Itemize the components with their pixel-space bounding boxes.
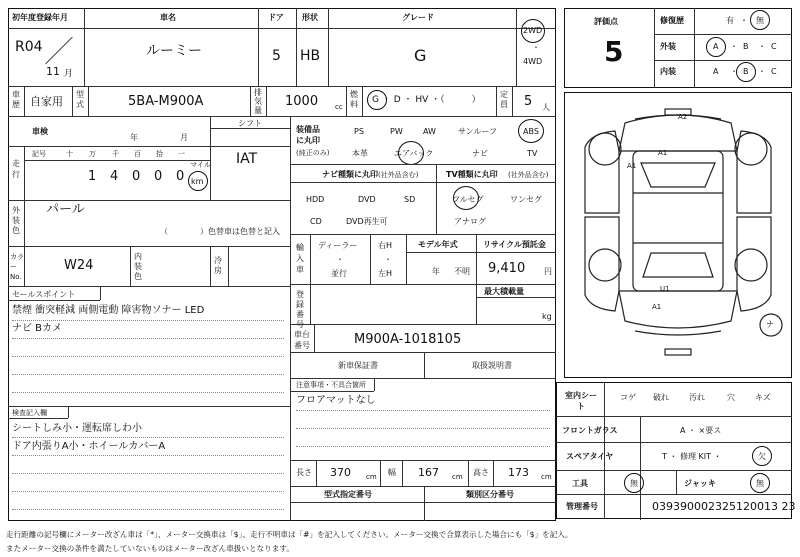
exterior-dot2: ・: [758, 42, 766, 51]
color-no-value: W24: [64, 258, 94, 273]
sales-label: セールスポイント: [12, 290, 76, 299]
usage-value: 自家用: [30, 95, 63, 108]
mileage-digit: 4: [110, 169, 119, 184]
length-label: 長さ: [296, 468, 312, 477]
inspect-line1: シートしみ小・運転席しわ小: [12, 423, 142, 434]
equip-aw: AW: [423, 127, 436, 136]
repair-dot: ・: [740, 16, 748, 25]
fuel-options: G ・ D ・ HV ・（ ）: [372, 95, 481, 105]
color-value: パール: [46, 202, 85, 217]
doors-value: 5: [272, 48, 281, 64]
sales-line2: ナビ Bカメ: [12, 323, 63, 334]
door-label: ドア: [268, 13, 284, 22]
repair-yes: 有: [726, 16, 734, 25]
exterior-dot1: ・: [730, 42, 738, 51]
navi-dvd-play: DVD再生可: [346, 217, 388, 226]
mileage-unit-label: マイル: [190, 161, 211, 169]
max-load-unit: kg: [542, 312, 552, 321]
import-parallel: 並行: [331, 269, 347, 278]
inspect-label: 検査記入欄: [12, 409, 47, 417]
interior-dot2: ・: [758, 67, 766, 76]
navi-sub: (社外品含む): [378, 171, 419, 179]
equip-pw: PW: [390, 127, 403, 136]
width-label: 幅: [388, 468, 396, 477]
tv-oneseg: ワンセグ: [510, 195, 542, 204]
grade-label: グレード: [402, 13, 434, 22]
model-year-unknown: 不明: [454, 267, 470, 276]
mileage-unit: km: [191, 177, 204, 186]
navi-sd: SD: [404, 195, 416, 204]
mark-a1-bottom: A1: [652, 303, 662, 311]
notes-label: 注意事項・不具合箇所: [296, 381, 366, 389]
warranty-manual: 取扱説明書: [472, 361, 512, 370]
equip-leather: 本革: [352, 149, 368, 158]
type-class-label: 類別区分番号: [466, 490, 514, 499]
tools-label: 工具: [572, 479, 588, 488]
rating-label: 評価点: [594, 17, 618, 26]
car-diagram-drawing: [565, 93, 791, 377]
recycle-unit: 円: [544, 267, 552, 276]
import-dot: ・: [336, 255, 344, 264]
mileage-col-1: 十: [66, 150, 73, 158]
mileage-col-2: 万: [89, 150, 96, 158]
footer-line2: またメーター交換の条件を満たしていないものはメーター改ざん車扱いとなります。: [6, 544, 294, 553]
repair-label: 修復歴: [660, 16, 684, 25]
model-year-label: モデル年式: [418, 240, 458, 249]
seat-hole: 穴: [727, 393, 735, 402]
drive-2wd: 2WD: [523, 26, 543, 35]
mark-u1: U1: [660, 285, 670, 293]
jack-label: ジャッキ: [684, 479, 716, 488]
shaken-year: 年: [130, 133, 138, 142]
tv-label: TV種類に丸印: [446, 170, 498, 179]
interior-b: B: [743, 67, 749, 76]
navi-dvd: DVD: [358, 195, 376, 204]
width-unit: cm: [452, 473, 463, 481]
equip-navi: ナビ: [472, 149, 488, 158]
mileage-digit: 0: [132, 169, 141, 184]
interior-rating-label: 内装: [660, 67, 676, 76]
interior-color-label: 内装色: [134, 252, 142, 281]
exterior-label: 外装: [660, 42, 676, 51]
equip-tv: TV: [527, 149, 538, 158]
footer-line1: 走行距離の記号欄にメーター改ざん車は「*」、メーター交換車は「$」、走行不明車は「#」を記入してください。メーター交換で合算表示した場合にも「$」を記入。: [6, 530, 573, 539]
shape-value: HB: [300, 48, 321, 64]
mark-a2: A2: [678, 113, 688, 121]
inspect-line2: ドア内張りA小・ホイールカバーA: [12, 441, 166, 452]
height-label: 高さ: [473, 468, 489, 477]
import-dot2: ・: [384, 255, 392, 264]
spare-nashi: 欠: [758, 452, 766, 461]
interior-seat-label: 室内シート: [565, 391, 597, 411]
mark-a1-left: A1: [627, 162, 637, 170]
capacity-label: 定員: [500, 90, 508, 109]
jack-value: 無: [756, 479, 764, 488]
drive-sep: ・: [532, 43, 540, 52]
interior-dot1: ・: [730, 67, 738, 76]
sales-line1: 禁煙 衝突軽減 両側電動 障害物ソナー LED: [12, 305, 205, 316]
tv-analog: アナログ: [454, 217, 486, 226]
chassis-label: 車台番号: [294, 330, 310, 350]
fuel-label: 燃料: [350, 90, 358, 109]
mark-nashi: ナ: [766, 320, 774, 329]
equip-ps: PS: [354, 127, 364, 136]
mark-a1-top: A1: [658, 149, 668, 157]
mileage-col-0: 記号: [32, 150, 46, 158]
model-year-unit: 年: [432, 267, 440, 276]
mileage-digit: 0: [154, 169, 163, 184]
shift-label: シフト: [238, 119, 262, 128]
mileage-digit: 0: [176, 169, 185, 184]
reg-month-unit: 月: [64, 69, 74, 79]
mileage-label: 走行: [12, 159, 20, 179]
first-reg-label: 初年度登録年月: [12, 13, 68, 22]
shaken-month: 月: [180, 133, 188, 142]
displacement-unit: cc: [335, 103, 343, 111]
import-rh: 右H: [378, 241, 393, 250]
tools-value: 無: [630, 479, 638, 488]
car-name-label: 車名: [160, 13, 176, 22]
reg-month: 11: [46, 65, 60, 78]
height-unit: cm: [541, 473, 552, 481]
warranty-new: 新車保証書: [338, 361, 378, 370]
mgmt-value: 039390002325120013 23: [652, 500, 796, 513]
mileage-col-5: 拾: [156, 150, 163, 158]
seat-stain: 汚れ: [689, 393, 705, 402]
interior-a: A: [713, 67, 719, 76]
displacement-label: 排気量: [254, 88, 262, 115]
navi-label: ナビ種類に丸印: [322, 170, 378, 179]
length-unit: cm: [366, 473, 377, 481]
max-load-label: 最大積載量: [484, 287, 524, 296]
displacement-value: 1000: [285, 94, 319, 109]
repair-no: 無: [756, 16, 764, 25]
equip-sub: (純正のみ): [296, 149, 330, 157]
height-value: 173: [508, 466, 529, 479]
windshield-label: フロントガラス: [562, 426, 618, 435]
navi-hdd: HDD: [306, 195, 325, 204]
mileage-col-4: 百: [134, 150, 141, 158]
equip-label: 装備品に丸印: [296, 125, 320, 145]
exterior-b: B: [743, 42, 749, 51]
reg-era: R04: [15, 39, 43, 55]
windshield-opts: A ・ ×要ス: [680, 426, 722, 435]
seat-scratch: キズ: [755, 393, 771, 402]
shape-label: 形状: [302, 13, 318, 22]
import-lh: 左H: [378, 269, 393, 278]
shift-value: IAT: [236, 151, 258, 167]
recycle-value: 9,410: [488, 261, 526, 276]
mileage-col-3: 千: [112, 150, 119, 158]
rating-value: 5: [604, 35, 624, 68]
import-label: 輸入車: [296, 243, 304, 274]
seat-tear: 破れ: [653, 393, 669, 402]
shaken-label: 車検: [32, 127, 48, 136]
navi-cd: CD: [310, 217, 322, 226]
mileage-digit: 1: [88, 169, 97, 184]
mgmt-label: 管理番号: [566, 502, 598, 511]
reg-no-label: 登録番: [296, 290, 304, 319]
model-value: 5BA-M900A: [128, 94, 204, 109]
spare-label: スペアタイヤ: [566, 452, 614, 461]
usage-label: 車歴: [12, 90, 20, 109]
type-model-label: 型式指定番号: [324, 490, 372, 499]
chassis-value: M900A-1018105: [354, 332, 462, 347]
recycle-label: リサイクル預託金: [483, 240, 546, 249]
capacity-unit: 人: [542, 103, 550, 112]
color-no-label: カラーNo.: [10, 253, 24, 281]
drive-4wd: 4WD: [523, 57, 543, 66]
length-value: 370: [330, 466, 351, 479]
equip-sunroof: サンルーフ: [458, 127, 497, 136]
capacity-value: 5: [524, 94, 533, 109]
exterior-c: C: [771, 42, 777, 51]
exterior-a: A: [713, 42, 719, 51]
ac-label: 冷房: [214, 256, 222, 275]
car-name: ルーミー: [146, 43, 202, 59]
spare-opts: T ・ 修理 KIT ・: [662, 452, 722, 461]
color-label: 外装色: [12, 206, 20, 235]
seat-burn: コゲ: [620, 393, 636, 402]
equip-abs: ABS: [523, 127, 539, 136]
width-value: 167: [418, 466, 439, 479]
notes-text: フロアマットなし: [296, 395, 376, 406]
interior-c: C: [771, 67, 777, 76]
grade-value: G: [414, 46, 427, 65]
tv-fullseg: フルセグ: [452, 195, 484, 204]
tv-sub: (社外品含む): [508, 171, 549, 179]
import-dealer: ディーラー: [318, 241, 358, 250]
equip-airbag: エアバック: [394, 149, 434, 158]
model-label: 型式: [76, 90, 84, 109]
color-note: （ ）色替車は色替と記入: [160, 227, 280, 236]
mileage-col-6: 一: [178, 150, 185, 158]
